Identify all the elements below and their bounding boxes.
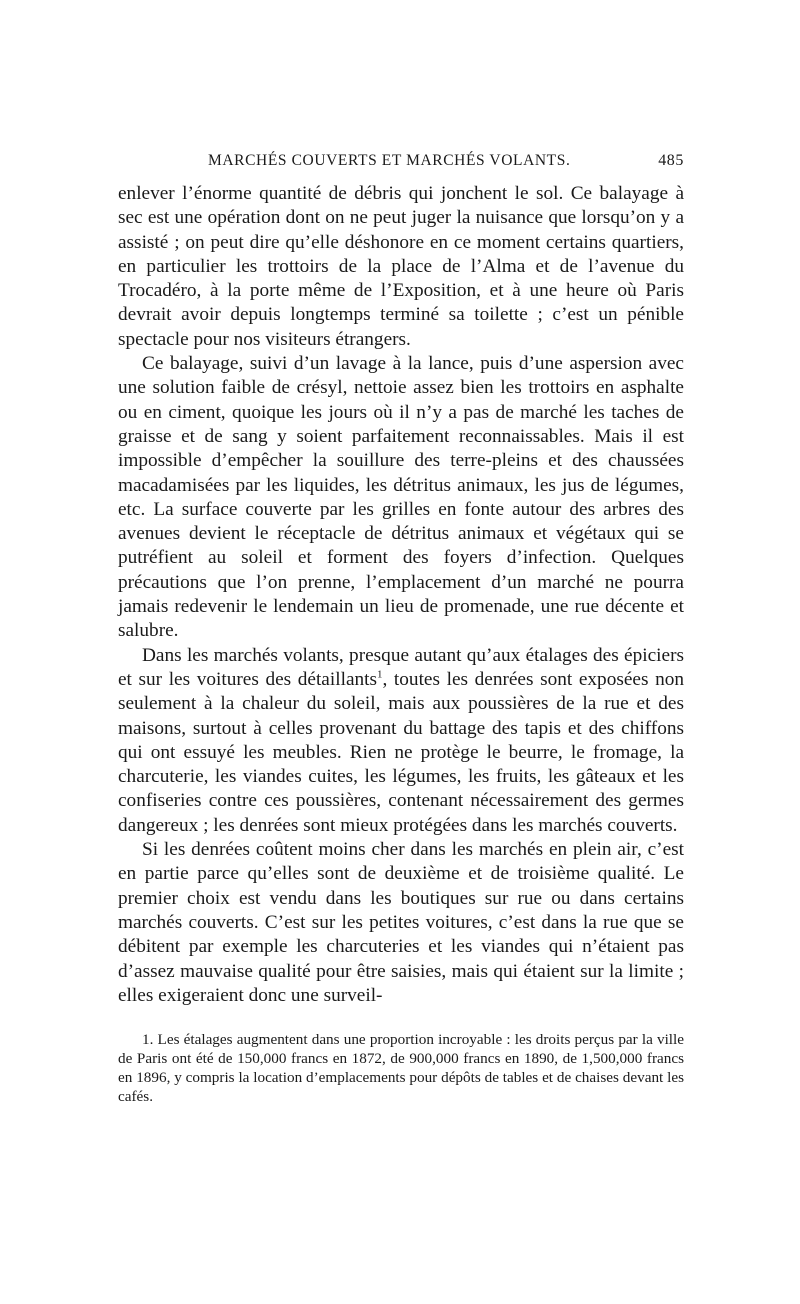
paragraph-text: Dans les marchés volants, presque autant qu’aux étalages des épiciers et sur les voitures des détaillants	[118, 644, 684, 690]
body-text	[118, 182, 684, 1008]
paragraph: Si les denrées coûtent moins cher dans les marchés en plein air, c’est en partie parce qu’elles sont de deuxième et de troisième qualité. Le premier choix est vendu dans les boutiques sur rue ou dans certains marchés couverts. C’est sur les petites voitures, c’est dans la rue que se débitent par exemple les charcuteries et les viandes qui n’étaient pas d’assez mauvaise qualité pour être saisies, mais qui étaient sur la limite ; elles exigeraient donc une surveil-	[118, 839, 684, 1006]
paragraph: enlever l’énorme quantité de débris qui jonchent le sol. Ce balayage à sec est une opération dont on ne peut juger la nuisance que lorsqu’on y a assisté ; on peut dire qu’elle déshonore en ce moment certains quartiers, en particulier les trottoirs de la place de l’Alma et de l’avenue du Trocadéro, à la porte même de l’Exposition, et à une heure où Paris devrait avoir depuis longtemps terminé sa toilette ; c’est un pénible spectacle pour nos visiteurs étrangers.	[118, 183, 684, 350]
footnotes	[118, 1030, 684, 1106]
footnote-reference: 1	[377, 668, 383, 681]
page-number: 485	[658, 152, 684, 169]
footnote: 1. Les étalages augmentent dans une proportion incroyable : les droits perçus par la ville de Paris ont été de 150,000 francs en 1872, de 900,000 francs en 1890, de 1,500,000 francs en 1896, y compris la location d’emplacements pour dépôts de tables et de chaises devant les cafés.	[118, 1031, 684, 1106]
running-head	[118, 150, 684, 176]
paragraph: Ce balayage, suivi d’un lavage à la lance, puis d’une aspersion avec une solution faible de crésyl, nettoie assez bien les trottoirs en asphalte ou en ciment, quoique les jours où il n’y a pas de marché les taches de graisse et de sang y soient parfaitement reconnaissables. Mais il est impossible d’empêcher la souillure des terre-pleins et des chaussées macadamisées par les liquides, les détritus animaux, les jus de légumes, etc. La surface couverte par les grilles en fonte autour des arbres des avenues devient le réceptacle de détritus animaux et végétaux qui se putréfient au soleil et forment des foyers d’infection. Quelques précautions que l’on prenne, l’emplacement d’un marché ne pourra jamais redevenir le lendemain un lieu de promenade, une rue décente et salubre.	[118, 353, 684, 642]
paragraph-text: , toutes les denrées sont exposées non seulement à la chaleur du soleil, mais aux poussières de la rue et des maisons, surtout à celles provenant du battage des tapis et des chiffons qui ont essuyé les meubles. Rien ne protège le beurre, le fromage, la charcuterie, les viandes cuites, les légumes, les fruits, les gâteaux et les confiseries contre ces poussières, contenant nécessairement des germes dangereux ; les denrées sont mieux protégées dans les marchés couverts.	[118, 668, 684, 836]
running-title: MARCHÉS COUVERTS ET MARCHÉS VOLANTS.	[208, 152, 571, 169]
book-page	[118, 150, 684, 1106]
paragraph	[118, 644, 684, 838]
